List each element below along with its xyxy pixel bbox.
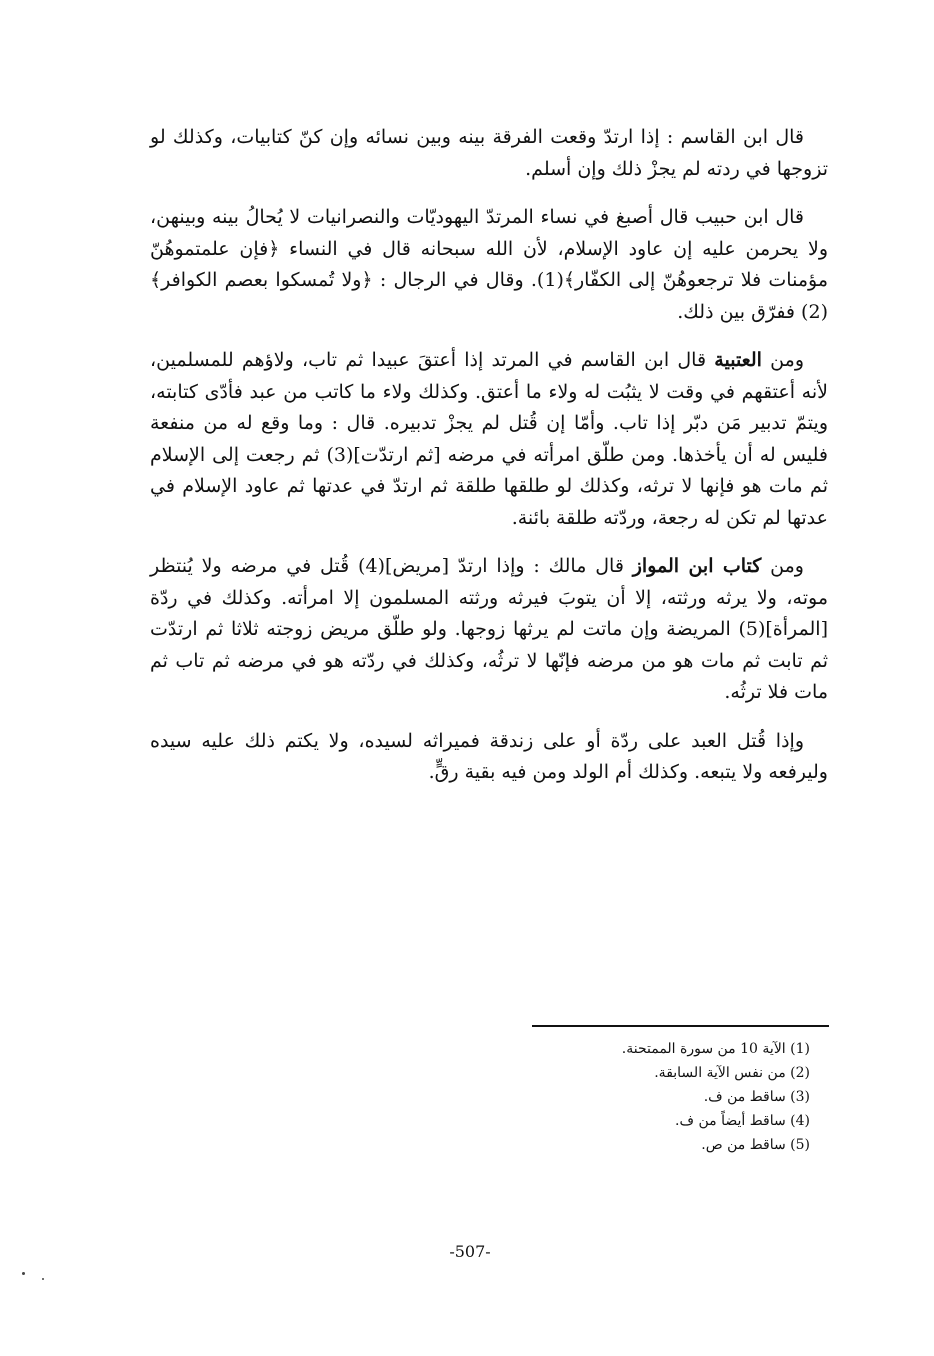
footnotes-list: [500, 1037, 810, 1157]
paragraph-5: [150, 726, 828, 789]
paragraph-2: [150, 202, 828, 328]
paragraph-text: قال مالك : وإذا ارتدّ [مريض](4) قُتل في مرضه ولا يُنتظر موته، ولا يرثه ورثته، إلا أن يتوبَ فيرثه ورثته المسلمون إلا امرأته. وكذلك في ردّة [المرأة](5) المريضة وإن ماتت لم يرثها زوجها. ولو طلّق مريض زوجته ثلاثا ثم ارتدّت ثم تابت ثم مات هو من مرضه فإنّها لا ترثُه، وكذلك في ردّته هو في مرضه ثم تاب ثم مات فلا ترثُه.: [150, 555, 828, 703]
paragraph-prefix: ومن: [761, 555, 804, 577]
footnote-divider: [532, 1025, 829, 1027]
paragraph-prefix: ومن: [761, 349, 804, 371]
scan-speck: [42, 1278, 44, 1280]
page-number: -507-: [449, 1242, 491, 1261]
paragraph-text: قال ابن حبيب قال أصبغ في نساء المرتدّ اليهوديّات والنصرانيات لا يُحالُ بينه وبينهن، ولا يحرمن عليه إن عاود الإسلام، لأن الله سبحانه قال في النساء ﴿فإن علمتموهُنّ مؤمنات فلا ترجعوهُنّ إلى الكفّار﴾(1). وقال في الرجال : ﴿ولا تُمسكوا بعصم الكوافر﴾(2) ففرّق بين ذلك.: [150, 206, 828, 323]
source-title-ibn-al-mawaz: كتاب ابن المواز: [632, 555, 762, 577]
scan-speck: [22, 1272, 25, 1275]
paragraph-4: [150, 551, 828, 709]
paragraph-text: وإذا قُتل العبد على ردّة أو على زندقة فميراثه لسيده، ولا يكتم ذلك عليه سيده وليرفعه ولا يتبعه. وكذلك أم الولد ومن فيه بقية رقٍّ.: [150, 729, 828, 783]
source-title-atabiyya: العتبية: [714, 349, 762, 371]
paragraph-3: [150, 345, 828, 534]
paragraph-1: [150, 122, 828, 185]
paragraph-text: قال ابن القاسم : إذا ارتدّ وقعت الفرقة بينه وبين نسائه وإن كنّ كتابيات، وكذلك لو تزوجها في ردته لم يجزْ ذلك وإن أسلم.: [150, 126, 828, 180]
footnote-1: (1) الآية 10 من سورة الممتحنة.: [621, 1041, 810, 1057]
main-text: [150, 122, 828, 806]
footnote-3: (3) ساقط من ف.: [703, 1089, 810, 1105]
paragraph-text: قال ابن القاسم في المرتد إذا أعتقَ عبيدا ثم تاب، ولاؤهم للمسلمين، لأنه أعتقهم في وقت لا يثبُت له ولاء ما أعتق. وكذلك ولاء ما كاتب من عبد فأدّى كتابته، ويتمّ تدبير مَن دبّر إذا تاب. وأمّا إن قُتل لم يجزْ تدبيره. قال : وما وقع له من منفعة فليس له أن يأخذها. ومن طلّق امرأته في مرضه [ثم ارتدّت](3) ثم رجعت إلى الإسلام ثم مات هو فإنها لا ترثه، وكذلك لو طلقها طلقة ثم ارتدّ في عدتها ثم عاود الإسلام في عدتها لم تكن له رجعة، وردّته طلقة بائنة.: [150, 349, 828, 529]
footnote-2: (2) من نفس الآية السابقة.: [654, 1065, 810, 1081]
footnote-4: (4) ساقط أيضاً من ف.: [675, 1113, 810, 1129]
footnote-5: (5) ساقط من ص.: [701, 1137, 810, 1153]
